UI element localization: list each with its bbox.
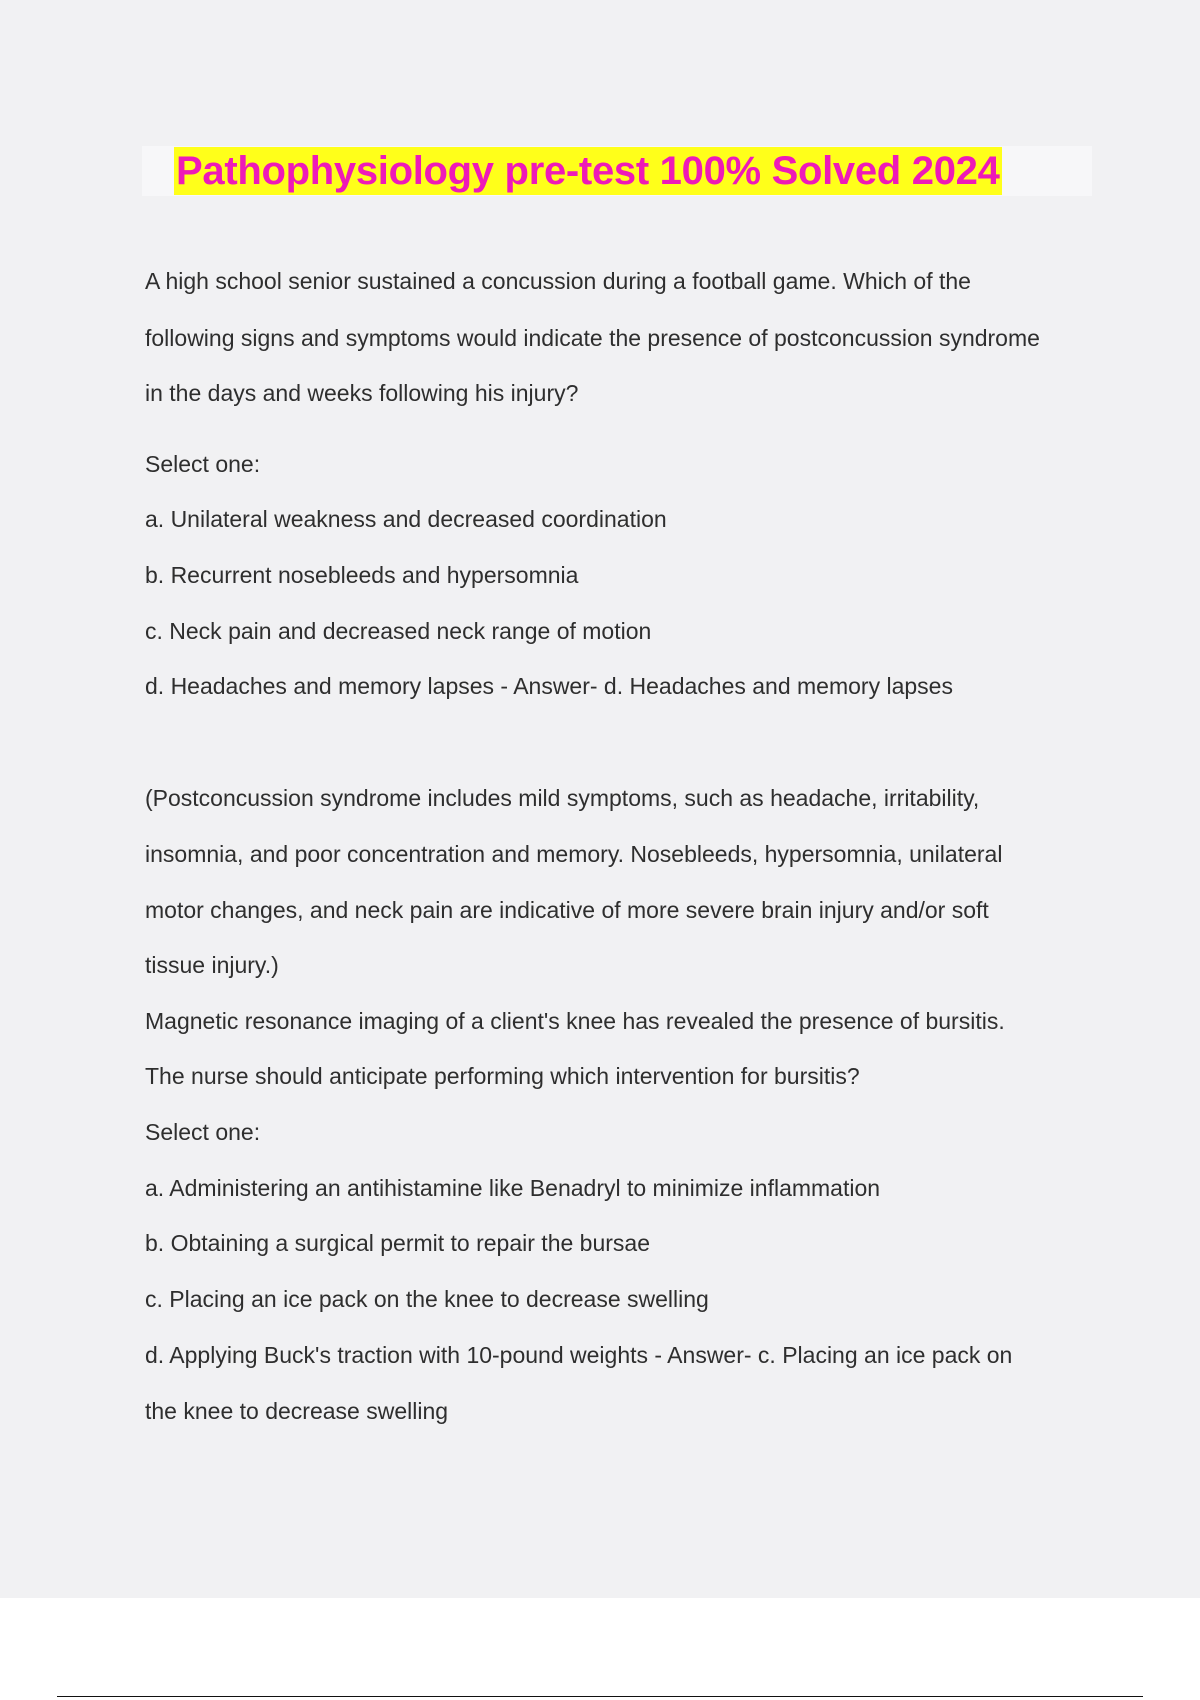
question-1-option-d-answer: d. Headaches and memory lapses - Answer- d. Headaches and memory lapses [145,673,953,699]
question-2-option-a: a. Administering an antihistamine like Benadryl to minimize inflammation [145,1175,881,1201]
rationale-line-3: motor changes, and neck pain are indicative of more severe brain injury and/or soft [145,897,989,923]
question-1-select-prompt: Select one: [145,451,261,477]
question-1-option-c: c. Neck pain and decreased neck range of motion [145,618,652,644]
question-2-option-d-answer: d. Applying Buck's traction with 10-pound weights - Answer- c. Placing an ice pack on [145,1342,1013,1368]
rationale-line-1: (Postconcussion syndrome includes mild symptoms, such as headache, irritability, [145,785,980,811]
question-1-line-3: in the days and weeks following his injury? [145,380,579,406]
question-1-option-b: b. Recurrent nosebleeds and hypersomnia [145,562,579,588]
question-2-select-prompt: Select one: [145,1119,261,1145]
question-2-option-c: c. Placing an ice pack on the knee to decrease swelling [145,1286,709,1312]
question-2-answer-continuation: the knee to decrease swelling [145,1398,449,1424]
question-2-line-1: Magnetic resonance imaging of a client's knee has revealed the presence of bursitis. [145,1008,1005,1034]
question-2-line-2: The nurse should anticipate performing which intervention for bursitis? [145,1063,860,1089]
question-1-line-2: following signs and symptoms would indicate the presence of postconcussion syndrome [145,325,1040,351]
question-1-line-1: A high school senior sustained a concussion during a football game. Which of the [145,268,971,294]
rationale-line-4: tissue injury.) [145,952,279,978]
document-title: Pathophysiology pre-test 100% Solved 2024 [176,149,1000,193]
footer-divider [57,1696,1143,1697]
question-1-option-a: a. Unilateral weakness and decreased coordination [145,506,667,532]
question-2-option-b: b. Obtaining a surgical permit to repair the bursae [145,1230,650,1256]
rationale-line-2: insomnia, and poor concentration and memory. Nosebleeds, hypersomnia, unilateral [145,841,1003,867]
